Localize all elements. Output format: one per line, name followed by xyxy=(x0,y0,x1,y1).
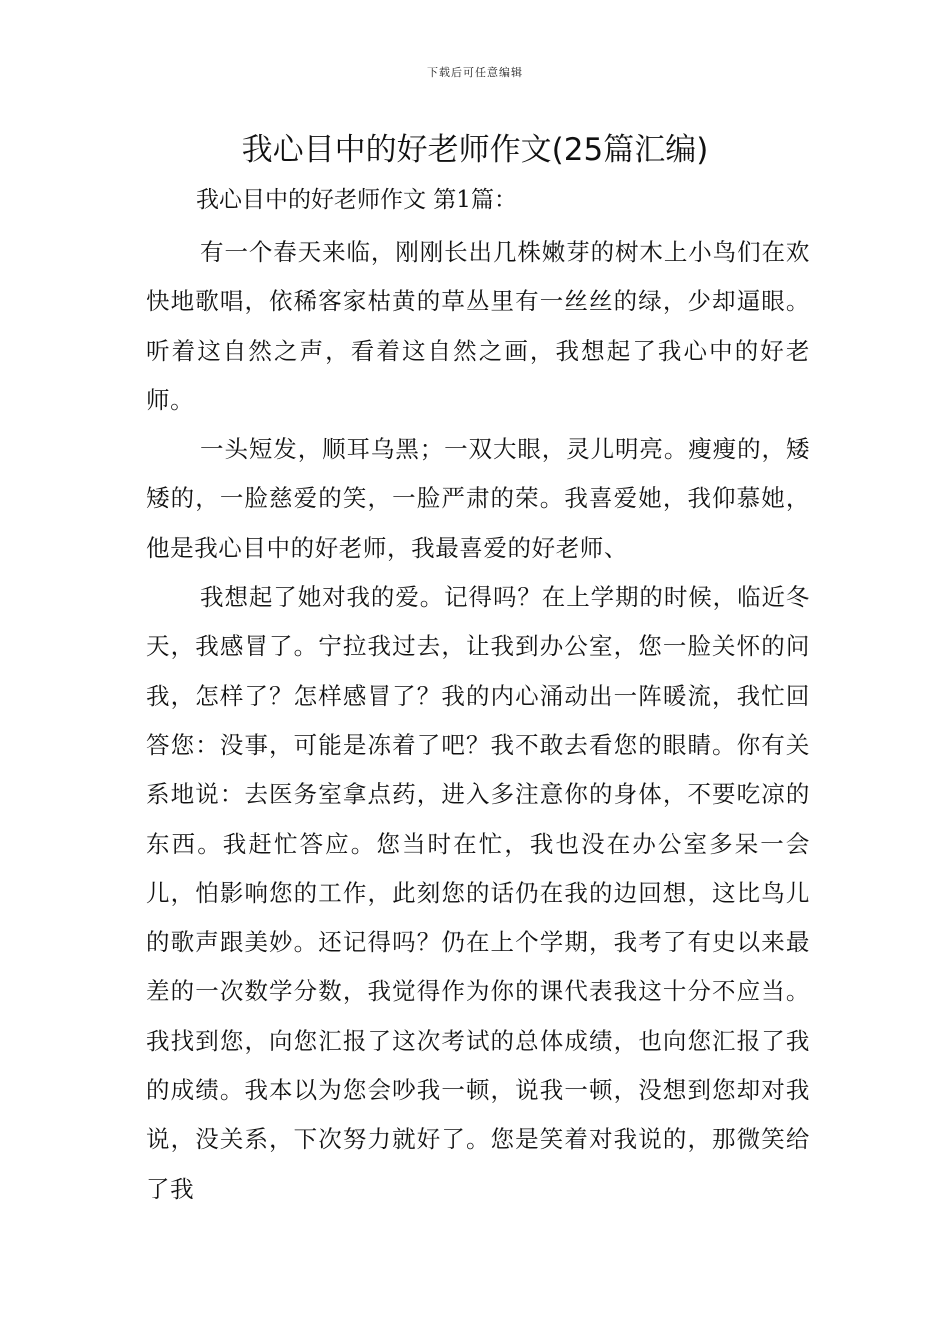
article-body xyxy=(146,228,810,1214)
article-subtitle: 我心目中的好老师作文 第1篇： xyxy=(196,187,517,213)
header-note: 下载后可任意编辑 xyxy=(427,66,523,79)
paragraph: 我想起了她对我的爱。记得吗？在上学期的时候，临近冬天，我感冒了。宁拉我过去，让我到办公室，您一脸关怀的问我，怎样了？怎样感冒了？我的内心涌动出一阵暖流，我忙回答您：没事，可能是冻着了吧？我不敢去看您的眼睛。你有关系地说：去医务室拿点药，进入多注意你的身体，不要吃凉的东西。我赶忙答应。您当时在忙，我也没在办公室多呆一会儿，怕影响您的工作，此刻您的话仍在我的边回想，这比鸟儿的歌声跟美妙。还记得吗？仍在上个学期，我考了有史以来最差的一次数学分数，我觉得作为你的课代表我这十分不应当。我找到您，向您汇报了这次考试的总体成绩，也向您汇报了我的成绩。我本以为您会吵我一顿，说我一顿，没想到您却对我说，没关系，下次努力就好了。您是笑着对我说的，那微笑给了我 xyxy=(146,583,810,1203)
paragraph: 一头短发，顺耳乌黑；一双大眼，灵儿明亮。瘦瘦的，矮矮的，一脸慈爱的笑，一脸严肃的荣。我喜爱她，我仰慕她，他是我心目中的好老师，我最喜爱的好老师、 xyxy=(146,435,810,562)
paragraph: 有一个春天来临，刚刚长出几株嫩芽的树木上小鸟们在欢快地歌唱，依稀客家枯黄的草丛里有一丝丝的绿，少却逼眼。听着这自然之声，看着这自然之画，我想起了我心中的好老师。 xyxy=(146,238,810,414)
document-title: 我心目中的好老师作文(25篇汇编) xyxy=(241,132,709,168)
